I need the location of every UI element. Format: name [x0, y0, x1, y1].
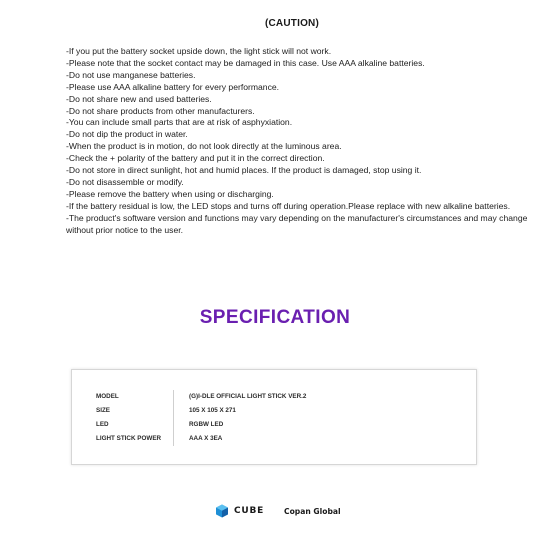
caution-item: -Do not use manganese batteries.	[66, 69, 196, 80]
caution-item: -Do not share products from other manufacturers.	[66, 105, 255, 116]
caution-item: -Please use AAA alkaline battery for every performance.	[66, 81, 280, 92]
footer-logos	[0, 503, 550, 523]
caution-item: -Do not disassemble or modify.	[66, 176, 184, 187]
cube-logo-text: CUBE	[234, 506, 265, 516]
caution-item: -Please note that the socket contact may be damaged in this case. Use AAA alkaline batteries.	[66, 57, 425, 68]
spec-label: SIZE	[96, 407, 110, 414]
caution-list	[66, 46, 538, 237]
spec-value: (G)I-DLE OFFICIAL LIGHT STICK VER.2	[189, 393, 307, 400]
caution-item: -You can include small parts that are at risk of asphyxiation.	[66, 117, 293, 128]
caution-item: -Check the + polarity of the battery and put it in the correct direction.	[66, 153, 325, 164]
spec-value: 105 X 105 X 271	[189, 407, 236, 414]
caution-item: -The product's software version and functions may vary depending on the manufacturer's circumstances and may change without prior notice to the user.	[66, 212, 528, 235]
specification-divider	[173, 390, 174, 446]
caution-item: -If the battery residual is low, the LED stops and turns off during operation.Please replace with new alkaline batteries.	[66, 200, 511, 211]
cube-logo	[215, 503, 264, 519]
specification-table	[71, 369, 477, 465]
caution-item: -Do not store in direct sunlight, hot and humid places. If the product is damaged, stop using it.	[66, 165, 422, 176]
specification-title: SPECIFICATION	[199, 307, 351, 328]
copan-global-logo: Copan Global	[284, 507, 341, 516]
caution-item: -Please remove the battery when using or discharging.	[66, 188, 274, 199]
caution-title: (CAUTION)	[264, 18, 319, 29]
caution-item: -When the product is in motion, do not look directly at the luminous area.	[66, 141, 342, 152]
caution-item: -Do not share new and used batteries.	[66, 93, 212, 104]
cube-icon	[215, 504, 229, 518]
spec-label: LIGHT STICK POWER	[96, 435, 162, 442]
spec-label: LED	[96, 421, 109, 428]
spec-label: MODEL	[96, 393, 119, 400]
caution-item: -If you put the battery socket upside down, the light stick will not work.	[66, 46, 332, 56]
spec-value: AAA X 3EA	[189, 435, 223, 442]
spec-value: RGBW LED	[189, 421, 224, 428]
caution-item: -Do not dip the product in water.	[66, 129, 188, 140]
